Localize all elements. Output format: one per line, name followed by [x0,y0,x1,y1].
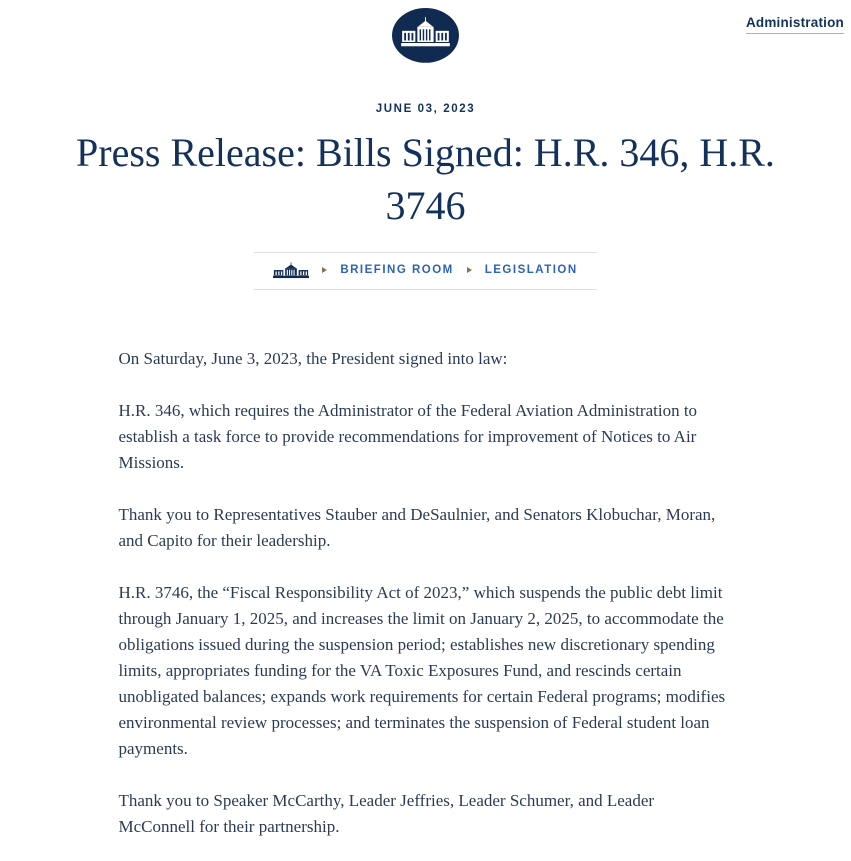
breadcrumb-briefing-room-link[interactable]: BRIEFING ROOM [340,264,454,277]
page-title: Press Release: Bills Signed: H.R. 346, H.R. 3746 [76,130,775,228]
paragraph-thanks-hr346: Thank you to Representatives Stauber and DeSaulnier, and Senators Klobuchar, Moran, and Capito for their leadership. [118,504,716,550]
article-body [119,346,733,840]
paragraph-intro: On Saturday, June 3, 2023, the President signed into law: [118,348,508,368]
paragraph-thanks-hr3746: Thank you to Speaker McCarthy, Leader Jeffries, Leader Schumer, and Leader McConnell for their partnership. [118,790,655,836]
paragraph-hr346: H.R. 346, which requires the Administrator of the Federal Aviation Administration to establish a task force to provide recommendations for improvement of Notices to Air Missions. [118,400,698,472]
administration-link[interactable]: Administration [746,15,844,34]
paragraph-hr3746: H.R. 3746, the “Fiscal Responsibility Act of 2023,” which suspends the public debt limit through January 1, 2025, and increases the limit on January 2, 2025, to accommodate the obligations issued during the suspension period; establishes new discretionary spending limits, appropriates funding for the VA Toxic Exposures Fund, and rescinds certain unobligated balances; expands work requirements for certain Federal programs; modifies environmental review processes; and terminates the suspension of Federal student loan payments. [118,582,726,758]
breadcrumb [254,252,597,290]
breadcrumb-legislation-link[interactable]: LEGISLATION [484,264,578,277]
white-house-logo-icon[interactable] [392,8,459,62]
article-date: JUNE 03, 2023 [375,103,476,115]
home-white-house-icon[interactable] [273,262,309,279]
chevron-right-icon [322,267,327,273]
chevron-right-icon [467,267,472,273]
site-header [0,0,851,70]
